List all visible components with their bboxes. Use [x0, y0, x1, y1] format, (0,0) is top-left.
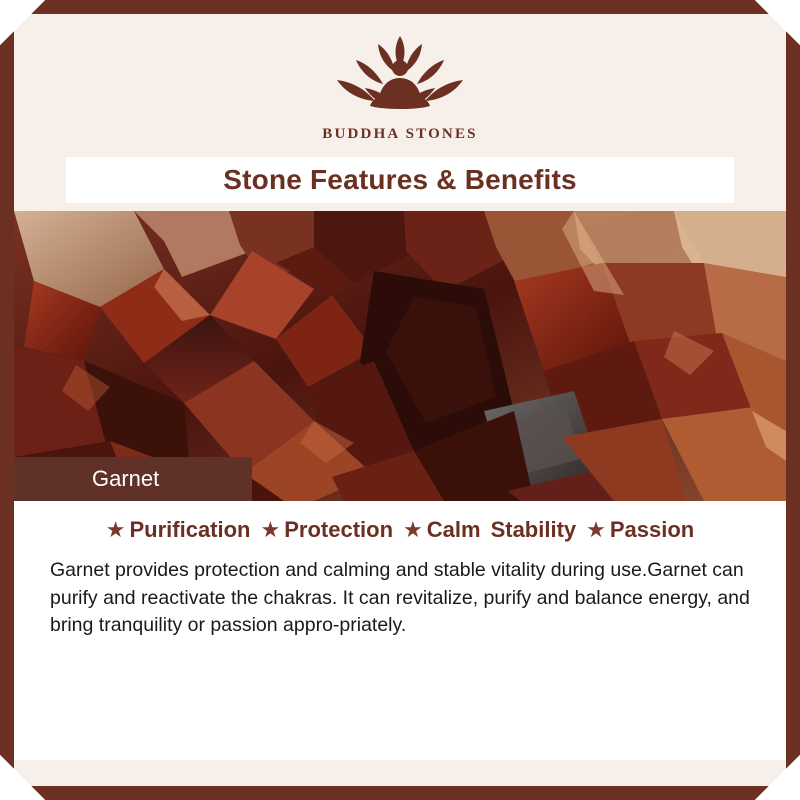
brand-name: BUDDHA STONES: [322, 126, 478, 142]
hero-image: [14, 211, 786, 501]
star-icon: ★: [403, 517, 423, 542]
stone-name-caption: [14, 457, 252, 501]
benefit-label: Passion: [609, 517, 695, 542]
benefit-label: Protection: [284, 517, 394, 542]
stone-description: Garnet provides protection and calming and stable vitality during use.Garnet can purify and reactivate the chakras. It can revitalize, purify and balance energy, and bring tranquility or passion appro-priately.: [14, 553, 786, 640]
benefit-item-calm: [403, 517, 481, 543]
page-title: Stone Features & Benefits: [223, 164, 577, 195]
benefit-item-stability: [491, 517, 577, 543]
title-band: [66, 157, 734, 203]
bottom-spacer: [14, 640, 786, 760]
benefit-label: Stability: [490, 517, 577, 542]
brand-header: [14, 14, 786, 143]
benefit-label: Calm: [426, 517, 481, 542]
benefits-section: [14, 501, 786, 553]
card-content: [14, 14, 786, 786]
benefit-item-protection: [261, 517, 394, 543]
lotus-meditation-figure-icon: [14, 28, 786, 120]
stone-name: Garnet: [92, 466, 160, 491]
star-icon: ★: [105, 517, 126, 542]
benefits-row: [14, 517, 786, 543]
benefit-label: Purification: [129, 517, 251, 542]
star-icon: ★: [586, 517, 606, 542]
benefit-item-purification: [106, 517, 251, 543]
benefit-item-passion: [586, 517, 694, 543]
star-icon: ★: [260, 517, 281, 542]
